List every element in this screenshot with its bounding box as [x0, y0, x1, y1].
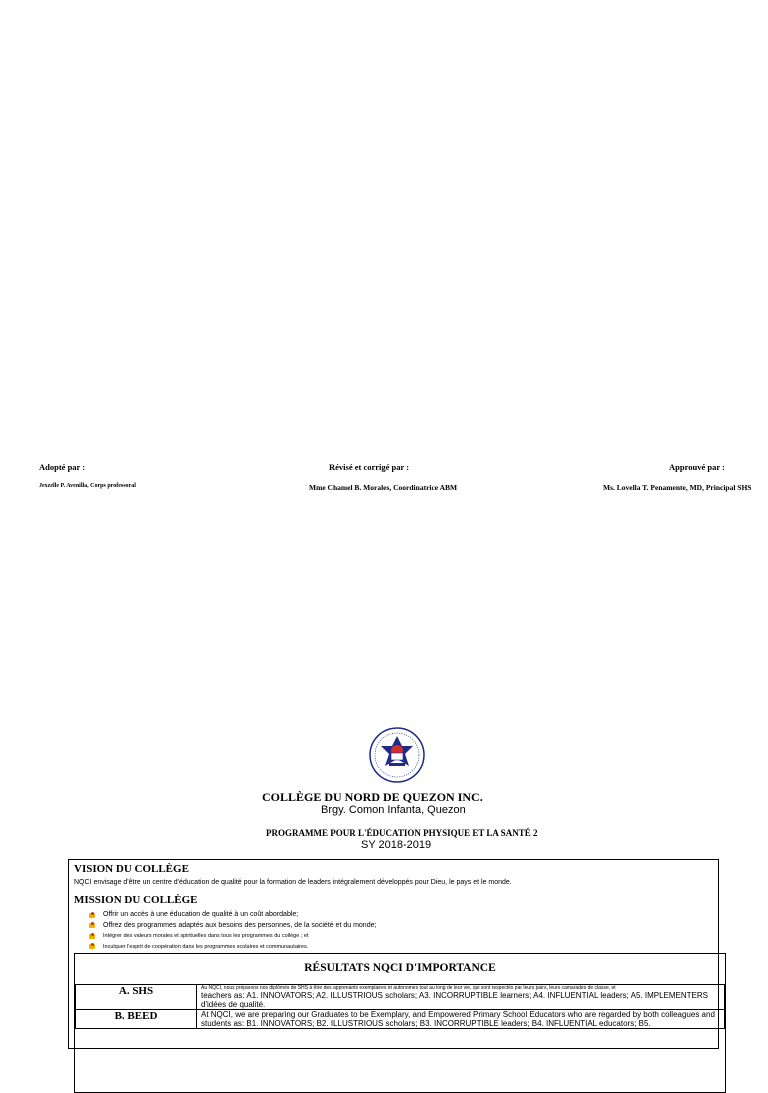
results-box: [74, 953, 726, 1093]
results-title: RÉSULTATS NQCI D'IMPORTANCE: [304, 962, 496, 974]
program-cell: B. BEED: [76, 1010, 197, 1029]
mission-list: [89, 910, 376, 952]
mission-item-text: Offrir un accès à une éducation de qualité à un coût abordable;: [103, 911, 299, 918]
vision-title: VISION DU COLLÈGE: [74, 863, 189, 875]
program-title: PROGRAMME POUR L'ÉDUCATION PHYSIQUE ET LA SANTÉ 2: [266, 828, 538, 838]
mission-item-text: Offrez des programmes adaptés aux besoins des personnes, de la société et du monde;: [103, 921, 377, 929]
mission-item: [89, 942, 376, 953]
table-row: [76, 985, 725, 1010]
college-logo: [368, 726, 426, 784]
results-table: [75, 984, 725, 1029]
bullet-icon: [89, 933, 96, 940]
signature-name: Mme Chamel B. Morales, Coordinatrice ABM: [309, 483, 458, 492]
description-cell: [197, 1010, 725, 1029]
signature-label: Révisé et corrigé par :: [329, 462, 410, 472]
signature-name: Jexzelle P. Avenilla, Corps professoral: [39, 483, 136, 489]
college-name: COLLÈGE DU NORD DE QUEZON INC.: [262, 790, 483, 804]
description-text: teachers as: A1. INNOVATORS; A2. ILLUSTRIOUS scholars; A3. INCORRUPTIBLE learners; A4. INFLUENTIAL leaders; A5. IMPLEMENTERS d'idées de qualité.: [201, 991, 708, 1009]
bullet-icon: [89, 943, 96, 950]
vision-text: NQCI envisage d'être un centre d'éducation de qualité pour la formation de leaders intégralement développés pour Dieu, le pays et le monde.: [74, 879, 512, 886]
mission-item: [89, 910, 376, 921]
signature-label: Adopté par :: [39, 462, 86, 472]
program-cell: A. SHS: [76, 985, 197, 1010]
mission-title: MISSION DU COLLÈGE: [74, 894, 198, 906]
mission-item-text: Inculquer l'esprit de coopération dans les programmes scolaires et communautaires.: [103, 943, 309, 950]
signature-label: Approuvé par :: [669, 462, 725, 472]
mission-item-text: Intégrer des valeurs morales et spirituelles dans tous les programmes du collège ; et: [103, 933, 309, 939]
vision-mission-box: [68, 859, 719, 1049]
description-text: At NQCI, we are preparing our Graduates to be Exemplary, and Empowered Primary School Educators who are regarded by both colleagues and students as: B1. INNOVATORS; B2. ILLUSTRIOUS scholars; B3. INCORRUPTIBLE leaders; B4. INFLUENTIAL educators; B5.: [201, 1010, 715, 1028]
school-year: SY 2018-2019: [361, 839, 432, 851]
description-fine-text: Au NQCI, nous préparons nos diplômés de SHS à être des apprenants exemplaires et autonomes tout au long de leur vie, qui sont respectés par leurs pairs, leurs camarades de classe, et: [201, 985, 616, 991]
college-address: Brgy. Comon Infanta, Quezon: [321, 804, 466, 816]
signature-name: Ms. Lovella T. Penamente, MD, Principal SHS: [603, 483, 752, 492]
bullet-icon: [89, 912, 96, 919]
bullet-icon: [89, 922, 96, 929]
mission-item: [89, 921, 376, 932]
table-row: [76, 1010, 725, 1029]
description-cell: [197, 985, 725, 1010]
mission-item: [89, 931, 376, 942]
